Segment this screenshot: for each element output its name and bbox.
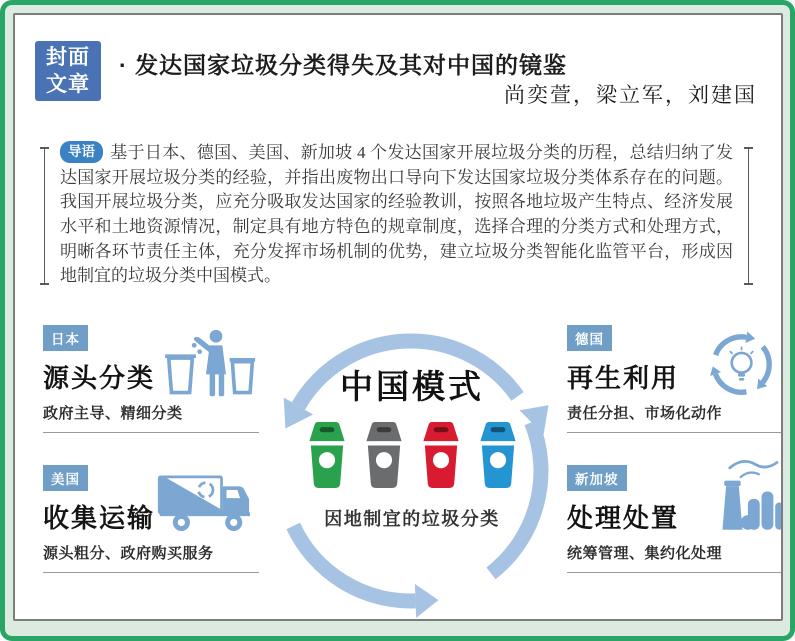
- china-model-caption: 因地制宜的垃圾分类: [324, 509, 500, 529]
- country-badge-japan: 日本: [43, 325, 88, 351]
- section-singapore: [567, 465, 783, 573]
- cover-badge-line1: 封面: [46, 46, 90, 69]
- country-badge-singapore: 新加坡: [567, 465, 627, 491]
- section-germany: [567, 325, 783, 433]
- page-title: · 发达国家垃圾分类得失及其对中国的镜鉴: [119, 52, 568, 78]
- gray-bin-icon: [362, 419, 406, 491]
- divider: [567, 572, 783, 573]
- divider: [43, 572, 259, 573]
- china-model-title: 中国模式: [340, 368, 484, 405]
- trash-bins-row: [263, 419, 561, 491]
- abstract-body: 基于日本、德国、美国、新加坡 4 个发达国家开展垃圾分类的历程，总结归纳了发达国家开展垃圾分类的经验，并指出废物出口导向下发达国家垃圾分类体系存在的问题。我国开展垃圾分类，应充分吸取发达国家的经验教训，按照各地垃圾产生特点、经济发展水平和土地资源情况，制定具有地方特色的规章制度，选择合理的分类方式和处理方式，明晰各环节责任主体，充分发挥市场机制的优势，建立垃圾分类智能化监管平台，形成因地制宜的垃圾分类中国模式。: [60, 143, 733, 286]
- blue-bin-icon: [476, 419, 520, 491]
- japan-subtitle: 政府主导、精细分类: [43, 405, 183, 422]
- abstract-text: [60, 141, 733, 289]
- recycle-bulb-icon: [704, 327, 780, 408]
- factory-icon: [698, 457, 783, 542]
- divider: [43, 432, 259, 433]
- abstract-block: [40, 141, 753, 289]
- germany-subtitle: 责任分担、市场化动作: [567, 405, 723, 422]
- usa-title: 收集运输: [43, 503, 156, 533]
- authors: 尚奕萱，梁立军，刘建国: [504, 83, 757, 107]
- germany-title: 再生利用: [567, 363, 680, 393]
- garbage-truck-icon: [156, 471, 260, 541]
- country-badge-germany: 德国: [567, 325, 612, 351]
- usa-subtitle: 源头粗分、政府购买服务: [43, 545, 214, 562]
- section-usa: [43, 465, 270, 573]
- japan-title: 源头分类: [43, 363, 156, 393]
- china-model-diagram: [263, 303, 561, 621]
- section-japan: [43, 325, 270, 433]
- content-card: [13, 13, 783, 621]
- green-bin-icon: [305, 419, 349, 491]
- singapore-subtitle: 统筹管理、集约化处理: [567, 545, 723, 562]
- person-trash-bins-icon: [156, 327, 256, 405]
- cover-badge-line2: 文章: [46, 73, 90, 96]
- singapore-title: 处理处置: [567, 503, 680, 533]
- country-badge-usa: 美国: [43, 465, 88, 491]
- intro-label-badge: 导语: [60, 141, 103, 163]
- cover-article-badge: [35, 41, 101, 101]
- divider: [567, 432, 783, 433]
- red-bin-icon: [419, 419, 463, 491]
